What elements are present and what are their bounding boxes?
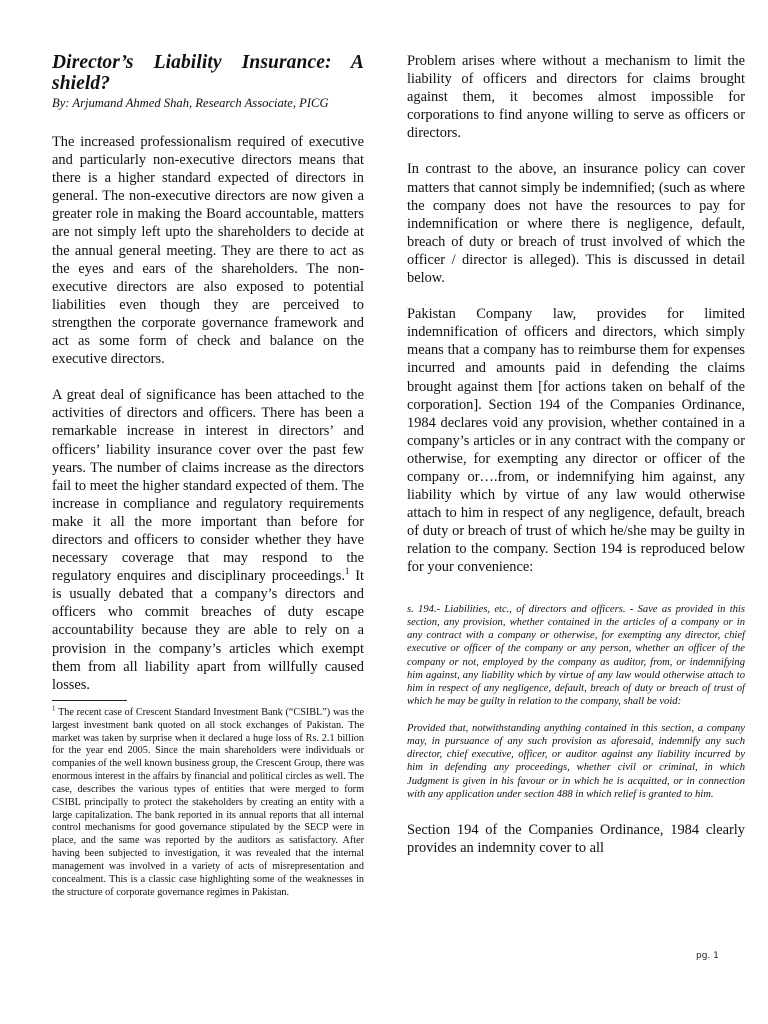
- left-paragraph-2: [52, 386, 364, 694]
- right-paragraph-4: Section 194 of the Companies Ordinance, 1984 clearly provides an indemnity cover to all: [407, 822, 745, 857]
- right-paragraph-1: Problem arises where without a mechanism to limit the liability of officers and directors for claims brought against them, it becomes almost impossible for corporations to find anyone willing to serve as officers or directors.: [407, 53, 745, 142]
- left-column: [52, 52, 364, 899]
- right-column: [407, 52, 745, 875]
- statute-quote-section-194: s. 194.- Liabilities, etc., of directors and officers. - Save as provided in this section, any provision, whether contained in the articles of a company or in any contract with a company or otherwise, for exempting any director, chief executive or officer of the company or any person, whether an officer of the company or not, employed by the company as auditor, from, or indemnifying him against, any liability which by virtue of any law would otherwise attach to him in respect of any negligence, default, breach of duty or breach of trust of which he may be guilty in relation to the company, shall be void:: [407, 603, 745, 708]
- footnote-number: 1: [52, 704, 56, 713]
- footnote-divider: [52, 700, 127, 701]
- footnote-reference[interactable]: 1: [344, 566, 350, 577]
- footnote: [52, 704, 364, 900]
- page-number: pg. 1: [696, 951, 719, 961]
- left-paragraph-1: The increased professionalism required of executive and particularly non-executive directors means that there is a higher standard expected of directors in general. The non-executive directors are now given a greater role in making the Board accountable, matters are not simply left upto the shareholders to decide at the annual general meeting. They are there to act as the eyes and ears of the shareholders. The non-executive directors are also exposed to potential liabilities even though they are perceived to strengthen the corporate governance framework and act as some form of check and balance on the executive directors.: [52, 134, 364, 368]
- article-title: Director’s Liability Insurance: A shield?: [52, 52, 364, 94]
- footnote-text: The recent case of Crescent Standard Investment Bank (“CSIBL”) was the largest investment bank quoted on all stock exchanges of Pakistan. The market was taken by surprise when it declared a huge loss of Rs. 2.1 billion for the year end 2005. Since the main shareholders were individuals or companies of the well known business group, the Crescent Group, there was enormous interest in the affairs by financial and political circles as well. The case, describes the various types of entities that were merged to form CSIBL principally to protect the stakeholders by creating an entity with a large capitalization. The bank reported in its annual reports that all internal control mechanisms for good governance stipulated by the SECP were in place, and the same was reported by the auditors as satisfactory. After having been subjected to investigation, it was revealed that the internal management was involved in a variety of acts of misrepresentation and concealment. This is a classic case highlighting some of the weaknesses in the structure of corporate governance regimes in Pakistan.: [52, 706, 364, 898]
- statute-quote-proviso: Provided that, notwithstanding anything contained in this section, a company may, in pursuance of any such provision as aforesaid, indemnify any such director, chief executive, officer, or auditor against any liability incurred by him in defending any proceedings, whether civil or criminal, in which Judgment is given in his favour or in which he is acquitted, or in connection with any application under section 488 in which relief is granted to him.: [407, 722, 745, 800]
- article-byline: By: Arjumand Ahmed Shah, Research Associate, PICG: [52, 96, 329, 110]
- right-paragraph-3: Pakistan Company law, provides for limited indemnification of officers and directors, which simply means that a company has to reimburse them for expenses incurred and amounts paid in defending the claims brought against them [for actions taken on behalf of the corporation]. Section 194 of the Companies Ordinance, 1984 declares void any provision, whether contained in a company’s articles or in any contract with the company or otherwise, for exempting any director or officer of the company or….from, or indemnifying him against, any liability which by virtue of any law would otherwise attach to him in respect of any negligence, default, breach of duty or breach of trust of which he/she may be guilty in relation to the company. Section 194 is reproduced below for your convenience:: [407, 306, 745, 576]
- right-paragraph-2: In contrast to the above, an insurance policy can cover matters that cannot simply be indemnified; (such as where the company does not have the resources to pay for indemnification or where there is negligence, default, breach of duty or breach of trust involved of which the officer / director is alleged). This is discussed in detail below.: [407, 161, 745, 287]
- left-paragraph-2-part-a: A great deal of significance has been attached to the activities of directors and officers. There has been a remarkable increase in interest in directors’ and officers’ liability insurance cover over the past few years. The number of claims increase as the directors fail to meet the higher standard expected of them. The increase in compliance and regulatory requirements make it all the more important than before for directors and officers to consider whether they have necessary coverage that may respond to the regulatory enquires and disciplinary proceedings.: [52, 387, 364, 585]
- left-paragraph-2-part-b: It is usually debated that a company’s directors and officers who commit breaches of duty escape accountability because they are able to rely on a provision in the company’s articles which exempt them from all liability apart from willfully caused losses.: [52, 568, 365, 693]
